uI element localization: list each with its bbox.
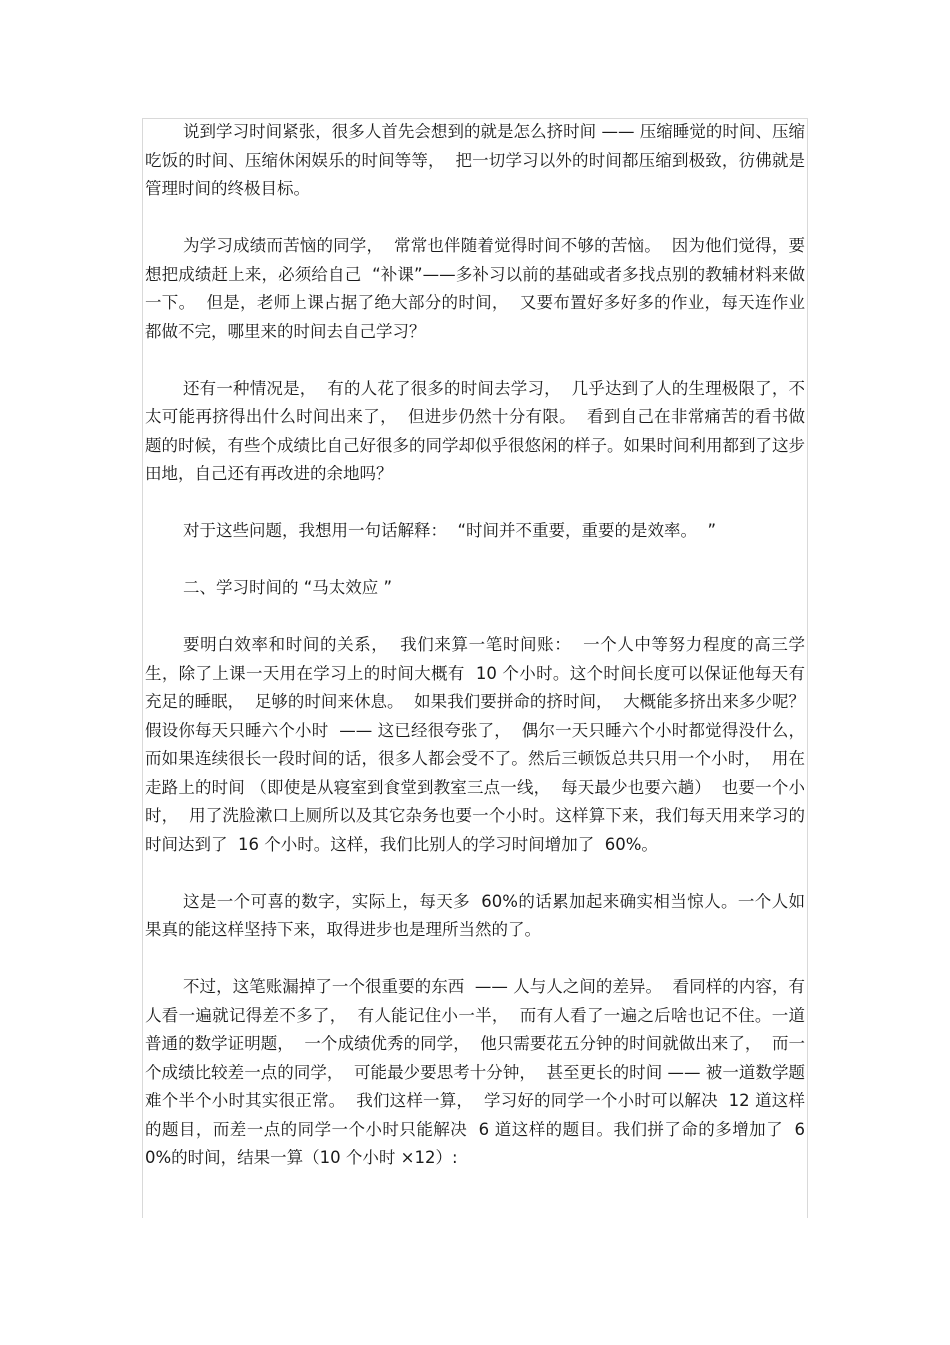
paragraph-6: 这是一个可喜的数字，实际上，每天多 60%的话累加起来确实相当惊人。一个人如果真的能这样坚持下来，取得进步也是理所当然的了。 xyxy=(145,891,805,939)
paragraph-4: 对于这些问题，我想用一句话解释： “时间并不重要，重要的是效率。 ” xyxy=(183,521,717,540)
paragraph-3: 还有一种情况是， 有的人花了很多的时间去学习， 几乎达到了人的生理极限了，不太可能再挤得出什么时间出来了， 但进步仍然十分有限。 看到自己在非常痛苦的看书做题的时候，有些个成绩比自己好很多的同学却似乎很悠闲的样子。如果时间利用都到了这步田地，自己还有再改进的余地吗？ xyxy=(145,378,805,483)
paragraph-gap xyxy=(145,489,805,518)
document-body xyxy=(145,118,805,1173)
paragraph-gap xyxy=(145,859,805,888)
paragraph-1: 说到学习时间紧张，很多人首先会想到的就是怎么挤时间 —— 压缩睡觉的时间、压缩吃饭的时间、压缩休闲娱乐的时间等等， 把一切学习以外的时间都压缩到极致，彷佛就是管理时间的终极目标。 xyxy=(145,122,805,198)
paragraph-gap xyxy=(145,546,805,575)
paragraph-7: 不过，这笔账漏掉了一个很重要的东西 —— 人与人之间的差异。 看同样的内容，有人看一遍就记得差不多了， 有人能记住小一半， 而有人看了一遍之后啥也记不住。一道普通的数学证明题， 一个成绩优秀的同学， 他只需要花五分钟的时间就做出来了， 而一个成绩比较差一点的同学， 可能最少要思考十分钟， 甚至更长的时间 —— 被一道数学题难个半个小时其实很正常。 我们这样一算， 学习好的同学一个小时可以解决 12 道这样的题目，而差一点的同学一个小时只能解决 6 道这样的题目。我们拼了命的多增加了 60%的时间，结果一算（10 个小时 ×12）: xyxy=(145,977,805,1167)
paragraph-gap xyxy=(145,346,805,375)
paragraph-gap xyxy=(145,603,805,632)
paragraph-gap xyxy=(145,945,805,974)
paragraph-5: 要明白效率和时间的关系， 我们来算一笔时间账： 一个人中等努力程度的高三学生，除了上课一天用在学习上的时间大概有 10 个小时。这个时间长度可以保证他每天有充足的睡眠， 足够的时间来休息。 如果我们要拼命的挤时间， 大概能多挤出来多少呢？假设你每天只睡六个小时 —— 这已经很夸张了， 偶尔一天只睡六个小时都觉得没什么，而如果连续很长一段时间的话，很多人都会受不了。然后三顿饭总共只用一个小时， 用在走路上的时间 （即使是从寝室到食堂到教室三点一线， 每天最少也要六趟） 也要一个小时， 用了洗脸漱口上厕所以及其它杂务也要一个小时。这样算下来，我们每天用来学习的时间达到了 16 个小时。这样，我们比别人的学习时间增加了 60%。 xyxy=(145,635,805,854)
paragraph-gap xyxy=(145,204,805,233)
section-heading: 二、学习时间的 “马太效应 ” xyxy=(183,578,393,597)
paragraph-2: 为学习成绩而苦恼的同学， 常常也伴随着觉得时间不够的苦恼。 因为他们觉得，要想把成绩赶上来，必须给自己 “补课”——多补习以前的基础或者多找点别的教辅材料来做一下。 但是，老师上课占据了绝大部分的时间， 又要布置好多好多的作业，每天连作业都做不完，哪里来的时间去自己学习？ xyxy=(145,236,805,341)
